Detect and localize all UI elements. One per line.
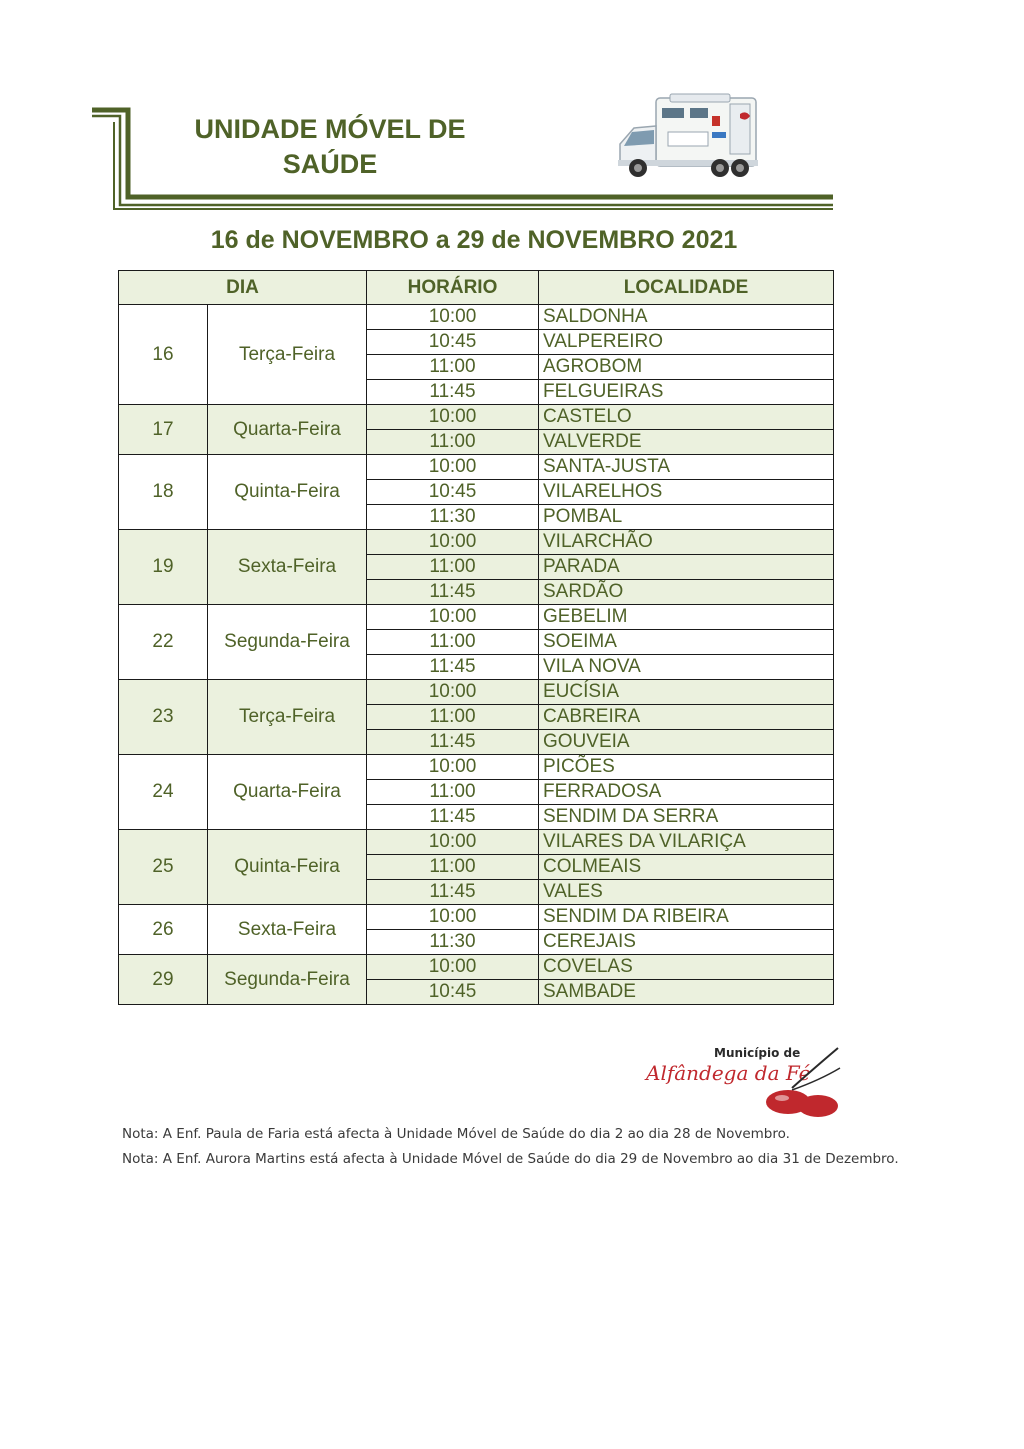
day-number-cell: 26 bbox=[119, 905, 208, 955]
title-line-2: SAÚDE bbox=[282, 149, 378, 179]
schedule-table bbox=[118, 270, 834, 1005]
weekday-cell: Quinta-Feira bbox=[208, 455, 367, 530]
time-cell: 11:45 bbox=[367, 730, 539, 755]
location-cell: FELGUEIRAS bbox=[539, 380, 834, 405]
location-cell: VILARELHOS bbox=[539, 480, 834, 505]
table-row bbox=[119, 405, 834, 430]
weekday-cell: Sexta-Feira bbox=[208, 530, 367, 605]
table-row bbox=[119, 305, 834, 330]
location-cell: COLMEAIS bbox=[539, 855, 834, 880]
weekday-cell: Quinta-Feira bbox=[208, 830, 367, 905]
location-cell: SALDONHA bbox=[539, 305, 834, 330]
time-cell: 11:30 bbox=[367, 930, 539, 955]
location-cell: VILARES DA VILARIÇA bbox=[539, 830, 834, 855]
time-cell: 11:00 bbox=[367, 855, 539, 880]
location-cell: VALVERDE bbox=[539, 430, 834, 455]
time-cell: 11:30 bbox=[367, 505, 539, 530]
location-cell: VALES bbox=[539, 880, 834, 905]
location-cell: COVELAS bbox=[539, 955, 834, 980]
weekday-cell: Sexta-Feira bbox=[208, 905, 367, 955]
time-cell: 10:00 bbox=[367, 530, 539, 555]
note-2: Nota: A Enf. Aurora Martins está afecta à Unidade Móvel de Saúde do dia 29 de Novembro ao dia 31 de Dezembro. bbox=[122, 1151, 899, 1167]
logo-text-line-2: Alfândega da Fé bbox=[646, 1061, 811, 1085]
schedule-body bbox=[119, 305, 834, 1005]
table-row bbox=[119, 455, 834, 480]
table-row bbox=[119, 530, 834, 555]
logo-text-line-1: Município de bbox=[714, 1046, 801, 1060]
time-cell: 11:00 bbox=[367, 630, 539, 655]
time-cell: 10:00 bbox=[367, 830, 539, 855]
time-cell: 10:00 bbox=[367, 455, 539, 480]
day-number-cell: 18 bbox=[119, 455, 208, 530]
ambulance-image bbox=[612, 90, 762, 182]
time-cell: 11:00 bbox=[367, 780, 539, 805]
time-cell: 10:00 bbox=[367, 680, 539, 705]
time-cell: 10:00 bbox=[367, 755, 539, 780]
day-number-cell: 19 bbox=[119, 530, 208, 605]
day-number-cell: 29 bbox=[119, 955, 208, 1005]
time-cell: 11:00 bbox=[367, 555, 539, 580]
weekday-cell: Terça-Feira bbox=[208, 305, 367, 405]
table-row bbox=[119, 605, 834, 630]
location-cell: SENDIM DA RIBEIRA bbox=[539, 905, 834, 930]
location-cell: VALPEREIRO bbox=[539, 330, 834, 355]
day-number-cell: 16 bbox=[119, 305, 208, 405]
location-cell: PARADA bbox=[539, 555, 834, 580]
time-cell: 10:45 bbox=[367, 480, 539, 505]
time-cell: 11:45 bbox=[367, 655, 539, 680]
title-line-1: UNIDADE MÓVEL DE bbox=[194, 114, 466, 144]
time-cell: 11:45 bbox=[367, 580, 539, 605]
time-cell: 11:00 bbox=[367, 355, 539, 380]
location-cell: CABREIRA bbox=[539, 705, 834, 730]
time-cell: 10:00 bbox=[367, 905, 539, 930]
weekday-cell: Quarta-Feira bbox=[208, 755, 367, 830]
date-range-title: 16 de NOVEMBRO a 29 de NOVEMBRO 2021 bbox=[210, 226, 738, 254]
table-row bbox=[119, 680, 834, 705]
time-cell: 11:45 bbox=[367, 380, 539, 405]
weekday-cell: Segunda-Feira bbox=[208, 605, 367, 680]
location-cell: SENDIM DA SERRA bbox=[539, 805, 834, 830]
location-cell: VILARCHÃO bbox=[539, 530, 834, 555]
location-cell: EUCÍSIA bbox=[539, 680, 834, 705]
time-cell: 11:45 bbox=[367, 805, 539, 830]
location-cell: SARDÃO bbox=[539, 580, 834, 605]
location-cell: PICÕES bbox=[539, 755, 834, 780]
location-cell: GOUVEIA bbox=[539, 730, 834, 755]
location-cell: VILA NOVA bbox=[539, 655, 834, 680]
day-number-cell: 24 bbox=[119, 755, 208, 830]
day-number-cell: 23 bbox=[119, 680, 208, 755]
day-number-cell: 17 bbox=[119, 405, 208, 455]
day-number-cell: 25 bbox=[119, 830, 208, 905]
location-cell: POMBAL bbox=[539, 505, 834, 530]
time-cell: 10:00 bbox=[367, 305, 539, 330]
table-row bbox=[119, 955, 834, 980]
time-cell: 10:45 bbox=[367, 980, 539, 1005]
weekday-cell: Segunda-Feira bbox=[208, 955, 367, 1005]
location-cell: SANTA-JUSTA bbox=[539, 455, 834, 480]
municipality-logo bbox=[642, 1040, 847, 1120]
weekday-cell: Quarta-Feira bbox=[208, 405, 367, 455]
location-cell: SOEIMA bbox=[539, 630, 834, 655]
time-cell: 10:00 bbox=[367, 955, 539, 980]
location-cell: SAMBADE bbox=[539, 980, 834, 1005]
time-cell: 10:00 bbox=[367, 605, 539, 630]
time-cell: 11:00 bbox=[367, 705, 539, 730]
day-number-cell: 22 bbox=[119, 605, 208, 680]
notes-section bbox=[122, 1122, 982, 1172]
time-cell: 11:45 bbox=[367, 880, 539, 905]
table-row bbox=[119, 905, 834, 930]
location-cell: CEREJAIS bbox=[539, 930, 834, 955]
time-cell: 10:45 bbox=[367, 330, 539, 355]
time-cell: 10:00 bbox=[367, 405, 539, 430]
page-title bbox=[160, 112, 500, 182]
location-cell: CASTELO bbox=[539, 405, 834, 430]
note-1: Nota: A Enf. Paula de Faria está afecta à Unidade Móvel de Saúde do dia 2 ao dia 28 de Novembro. bbox=[122, 1126, 790, 1142]
table-row bbox=[119, 755, 834, 780]
weekday-cell: Terça-Feira bbox=[208, 680, 367, 755]
header-localidade: LOCALIDADE bbox=[539, 271, 834, 305]
header-horario: HORÁRIO bbox=[367, 271, 539, 305]
table-row bbox=[119, 830, 834, 855]
table-header-row bbox=[119, 271, 834, 305]
time-cell: 11:00 bbox=[367, 430, 539, 455]
location-cell: FERRADOSA bbox=[539, 780, 834, 805]
header-dia: DIA bbox=[119, 271, 367, 305]
location-cell: AGROBOM bbox=[539, 355, 834, 380]
location-cell: GEBELIM bbox=[539, 605, 834, 630]
